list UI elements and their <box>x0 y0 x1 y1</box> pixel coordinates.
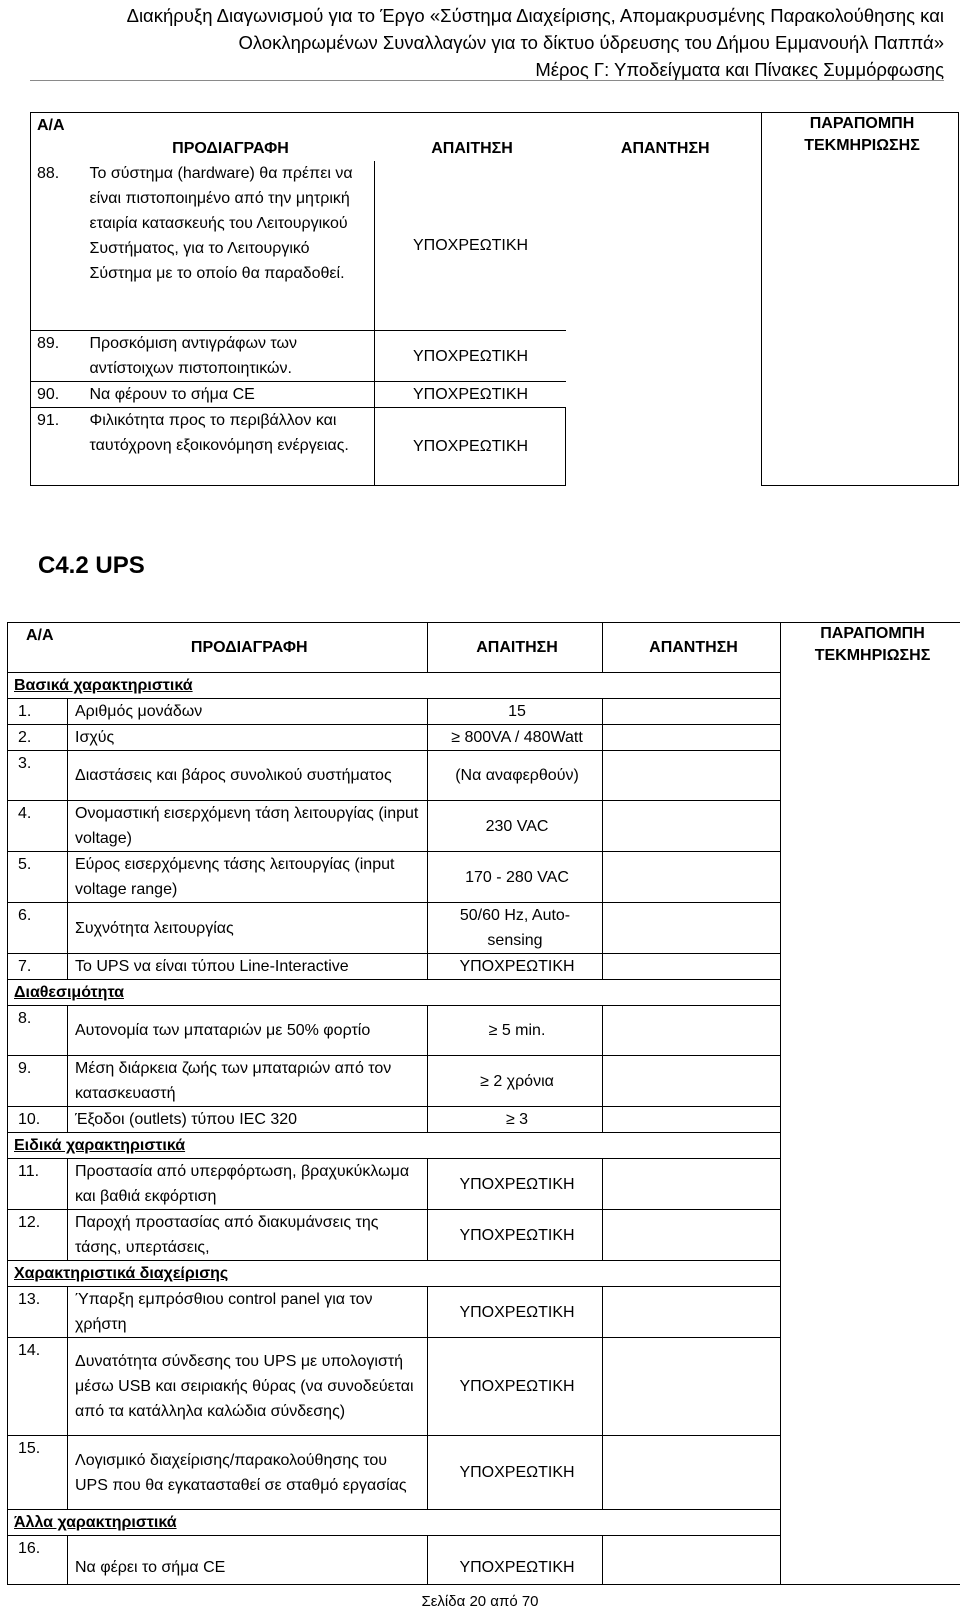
row-spec: Το UPS να είναι τύπου Line-Interactive <box>68 954 428 980</box>
row-response <box>566 382 762 408</box>
header-requirement: ΑΠΑΙΤΗΣΗ <box>375 113 566 161</box>
header-divider <box>30 80 944 81</box>
row-requirement: ΥΠΟΧΡΕΩΤΙΚΗ <box>428 954 603 980</box>
row-response <box>566 161 762 331</box>
row-response <box>566 331 762 382</box>
row-response <box>603 725 781 751</box>
row-response <box>603 954 781 980</box>
row-response <box>603 1159 781 1210</box>
row-response <box>603 1107 781 1133</box>
row-requirement: ΥΠΟΧΡΕΩΤΙΚΗ <box>428 1210 603 1261</box>
ups-compliance-table <box>7 622 960 1585</box>
group-availability: Διαθεσιμότητα <box>8 980 781 1006</box>
row-requirement: ΥΠΟΧΡΕΩΤΙΚΗ <box>428 1287 603 1338</box>
row-number: 13. <box>8 1287 68 1338</box>
row-spec: Προσκόμιση αντιγράφων των αντίστοιχων πιστοποιητικών. <box>83 331 375 382</box>
row-spec: Να φέρουν το σήμα CE <box>83 382 375 408</box>
row-response <box>603 1006 781 1056</box>
group-special: Ειδικά χαρακτηριστικά <box>8 1133 781 1159</box>
row-requirement: 230 VAC <box>428 801 603 852</box>
row-requirement: ΥΠΟΧΡΕΩΤΙΚΗ <box>428 1436 603 1510</box>
row-requirement: (Να αναφερθούν) <box>428 751 603 801</box>
row-spec: Φιλικότητα προς το περιβάλλον και ταυτόχρονη εξοικονόμηση ενέργειας. <box>83 408 375 486</box>
group-other: Άλλα χαρακτηριστικά <box>8 1510 781 1536</box>
row-number: 1. <box>8 699 68 725</box>
document-header <box>20 2 944 83</box>
group-management: Χαρακτηριστικά διαχείρισης <box>8 1261 781 1287</box>
row-spec: Εύρος εισερχόμενης τάσης λειτουργίας (input voltage range) <box>68 852 428 903</box>
row-number: 4. <box>8 801 68 852</box>
row-spec: Έξοδοι (outlets) τύπου IEC 320 <box>68 1107 428 1133</box>
row-response <box>603 699 781 725</box>
row-spec: Ισχύς <box>68 725 428 751</box>
row-spec: Αυτονομία των μπαταριών με 50% φορτίο <box>68 1006 428 1056</box>
row-response <box>603 903 781 954</box>
row-response <box>603 1287 781 1338</box>
row-spec: Να φέρει το σήμα CE <box>68 1536 428 1585</box>
row-spec: Μέση διάρκεια ζωής των μπαταριών από τον κατασκευαστή <box>68 1056 428 1107</box>
row-number: 90. <box>31 382 83 408</box>
row-number: 12. <box>8 1210 68 1261</box>
row-requirement: 15 <box>428 699 603 725</box>
row-response <box>603 751 781 801</box>
group-basic: Βασικά χαρακτηριστικά <box>8 673 781 699</box>
row-number: 6. <box>8 903 68 954</box>
row-number: 15. <box>8 1436 68 1510</box>
row-response <box>603 852 781 903</box>
row-response <box>603 801 781 852</box>
row-requirement: 170 - 280 VAC <box>428 852 603 903</box>
row-requirement: ΥΠΟΧΡΕΩΤΙΚΗ <box>428 1159 603 1210</box>
row-response <box>603 1536 781 1585</box>
row-number: 14. <box>8 1338 68 1436</box>
row-requirement: ΥΠΟΧΡΕΩΤΙΚΗ <box>375 161 566 331</box>
row-response <box>603 1338 781 1436</box>
header-response: ΑΠΑΝΤΗΣΗ <box>603 623 781 673</box>
row-response <box>566 408 762 486</box>
header-line-1: Διακήρυξη Διαγωνισμού για το Έργο «Σύστημα Διαχείρισης, Απομακρυσμένης Παρακολούθησης και <box>126 5 944 26</box>
compliance-table-continued <box>30 112 959 486</box>
page-number: Σελίδα 20 από 70 <box>421 1593 539 1610</box>
row-requirement: 50/60 Hz, Auto-sensing <box>428 903 603 954</box>
row-number: 5. <box>8 852 68 903</box>
header-aa: Α/Α <box>8 623 68 673</box>
row-number: 8. <box>8 1006 68 1056</box>
row-response <box>603 1210 781 1261</box>
header-line-3: Μέρος Γ: Υποδείγματα και Πίνακες Συμμόρφωσης <box>535 59 944 80</box>
row-spec: Ύπαρξη εμπρόσθιου control panel για τον χρήστη <box>68 1287 428 1338</box>
header-reference: ΠΑΡΑΠΟΜΠΗ ΤΕΚΜΗΡΙΩΣΗΣ <box>781 623 960 1585</box>
row-requirement: ΥΠΟΧΡΕΩΤΙΚΗ <box>428 1536 603 1585</box>
row-number: 7. <box>8 954 68 980</box>
row-spec: Συχνότητα λειτουργίας <box>68 903 428 954</box>
row-requirement: ≥ 2 χρόνια <box>428 1056 603 1107</box>
row-requirement: ≥ 800VA / 480Watt <box>428 725 603 751</box>
row-response <box>603 1436 781 1510</box>
row-number: 91. <box>31 408 83 486</box>
header-requirement: ΑΠΑΙΤΗΣΗ <box>428 623 603 673</box>
section-title: C4.2 UPS <box>38 552 145 579</box>
row-spec: Ονομαστική εισερχόμενη τάση λειτουργίας (input voltage) <box>68 801 428 852</box>
row-number: 9. <box>8 1056 68 1107</box>
row-spec: Δυνατότητα σύνδεσης του UPS με υπολογιστή μέσω USB και σειριακής θύρας (να συνοδεύεται από τα κατάλληλα καλώδια σύνδεσης) <box>68 1338 428 1436</box>
row-requirement: ΥΠΟΧΡΕΩΤΙΚΗ <box>428 1338 603 1436</box>
row-number: 11. <box>8 1159 68 1210</box>
header-line-2: Ολοκληρωμένων Συναλλαγών για το δίκτυο ύδρευσης του Δήμου Εμμανουήλ Παππά» <box>238 32 944 53</box>
header-response: ΑΠΑΝΤΗΣΗ <box>566 113 762 161</box>
row-requirement: ΥΠΟΧΡΕΩΤΙΚΗ <box>375 408 566 486</box>
row-number: 10. <box>8 1107 68 1133</box>
row-spec: Παροχή προστασίας από διακυμάνσεις της τάσης, υπερτάσεις, <box>68 1210 428 1261</box>
row-number: 16. <box>8 1536 68 1585</box>
row-spec: Το σύστημα (hardware) θα πρέπει να είναι πιστοποιημένο από την μητρική εταιρία κατασκευής του Λειτουργικού Συστήματος, για το Λειτουργικό Σύστημα με το οποίο θα παραδοθεί. <box>83 161 375 331</box>
row-spec: Αριθμός μονάδων <box>68 699 428 725</box>
row-requirement: ≥ 3 <box>428 1107 603 1133</box>
row-number: 88. <box>31 161 83 331</box>
row-spec: Διαστάσεις και βάρος συνολικού συστήματος <box>68 751 428 801</box>
row-number: 89. <box>31 331 83 382</box>
row-number: 3. <box>8 751 68 801</box>
row-response <box>603 1056 781 1107</box>
row-spec: Λογισμικό διαχείρισης/παρακολούθησης του UPS που θα εγκατασταθεί σε σταθμό εργασίας <box>68 1436 428 1510</box>
header-spec: ΠΡΟΔΙΑΓΡΑΦΗ <box>83 113 375 161</box>
row-requirement: ≥ 5 min. <box>428 1006 603 1056</box>
header-aa: Α/Α <box>31 113 83 161</box>
row-requirement: ΥΠΟΧΡΕΩΤΙΚΗ <box>375 331 566 382</box>
header-reference: ΠΑΡΑΠΟΜΠΗ ΤΕΚΜΗΡΙΩΣΗΣ <box>762 113 959 486</box>
row-spec: Προστασία από υπερφόρτωση, βραχυκύκλωμα και βαθιά εκφόρτιση <box>68 1159 428 1210</box>
row-number: 2. <box>8 725 68 751</box>
header-spec: ΠΡΟΔΙΑΓΡΑΦΗ <box>68 623 428 673</box>
row-requirement: ΥΠΟΧΡΕΩΤΙΚΗ <box>375 382 566 408</box>
